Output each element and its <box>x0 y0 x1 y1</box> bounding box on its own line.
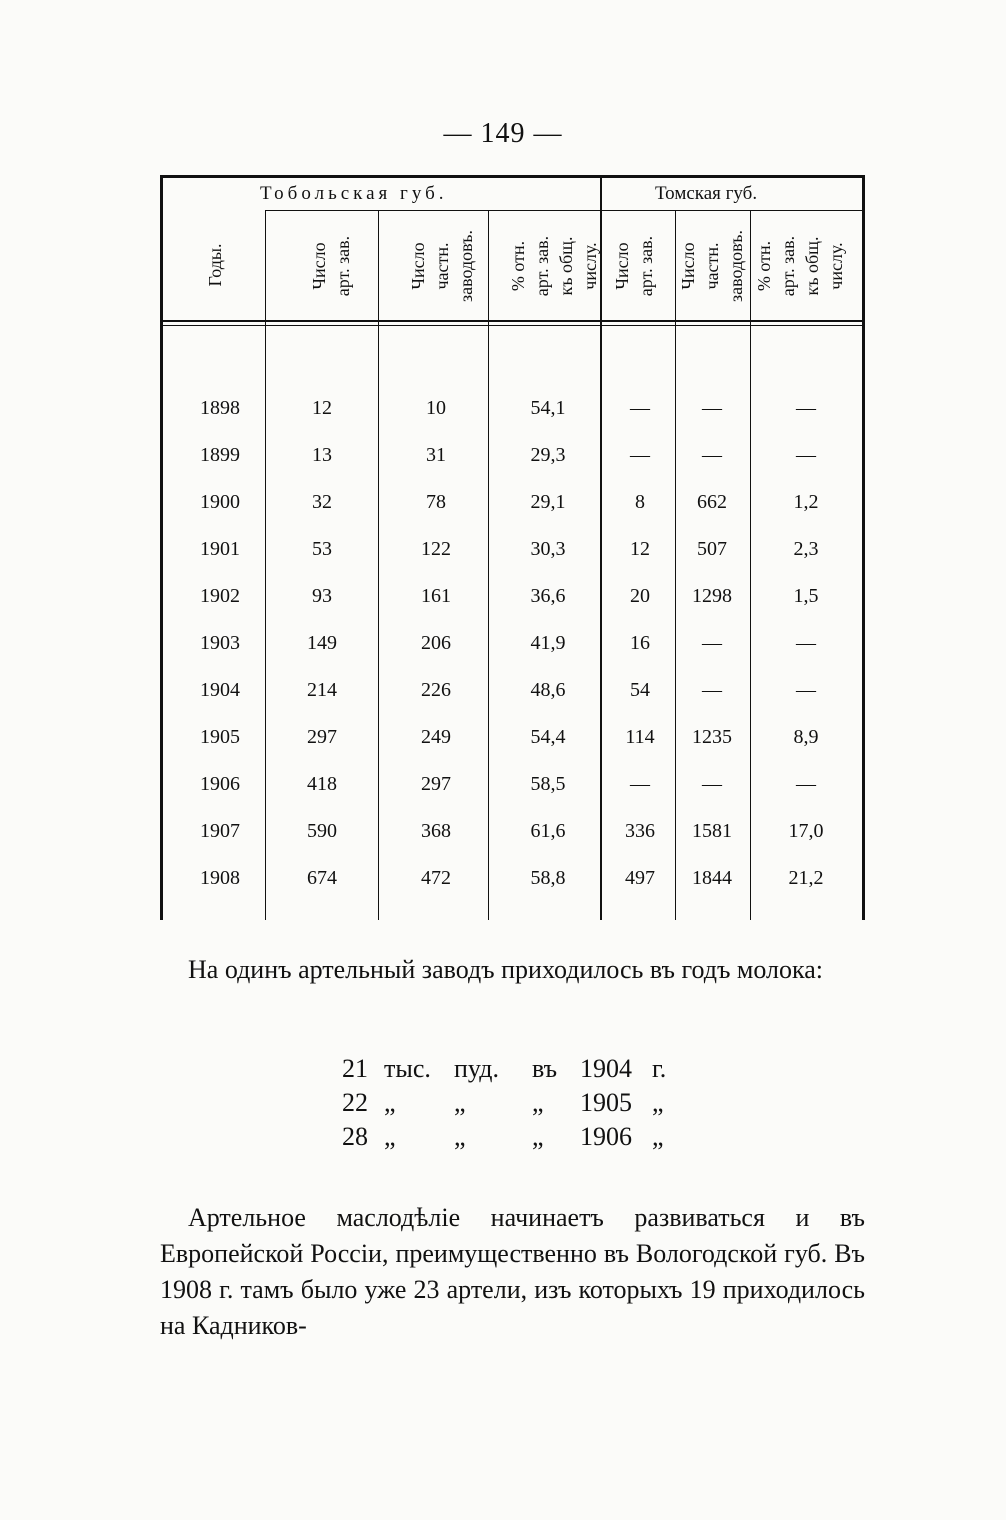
table-cell: 58,8 <box>530 867 566 889</box>
table-cell: 31 <box>426 444 446 466</box>
tom-col3-header: % отн. арт. зав. къ общ. числу. <box>754 235 846 297</box>
table-cell: 1907 <box>200 820 240 842</box>
table-cell: 1900 <box>200 491 240 513</box>
table-cell: 54 <box>630 679 650 701</box>
tob-col2-header: Число частн. заводовъ. <box>408 230 476 302</box>
tobolsk-header: Тобольская губ. <box>260 183 448 204</box>
milk-item: „ <box>532 1088 544 1117</box>
table-cell: 1899 <box>200 444 240 466</box>
statistics-table <box>160 175 865 920</box>
milk-item: „ <box>454 1122 466 1151</box>
table-cell: 1844 <box>692 867 732 889</box>
table-cell: 226 <box>421 679 451 701</box>
table-cell: — <box>796 444 816 466</box>
table-cell: 30,3 <box>530 538 566 560</box>
table-cell: 1901 <box>200 538 240 560</box>
table-cell: 36,6 <box>530 585 566 607</box>
table-cell: 10 <box>426 397 446 419</box>
table-cell: 8,9 <box>793 726 819 748</box>
table-cell: 472 <box>421 867 451 889</box>
table-cell: 1906 <box>200 773 240 795</box>
table-cell: 32 <box>312 491 332 513</box>
table-cell: — <box>630 397 650 419</box>
table-cell: — <box>702 397 722 419</box>
milk-item: „ <box>384 1088 396 1117</box>
table-cell: — <box>702 632 722 654</box>
milk-item: „ <box>652 1122 664 1151</box>
table-cell: 78 <box>426 491 446 513</box>
table-cell: 16 <box>630 632 650 654</box>
table-cell: 297 <box>421 773 451 795</box>
tob-col1-header: Число арт. зав. <box>309 235 353 297</box>
milk-item: 28 <box>342 1122 368 1151</box>
table-cell: 61,6 <box>530 820 566 842</box>
table-cell: 1902 <box>200 585 240 607</box>
tomsk-header: Томская губ. <box>655 183 758 204</box>
table-cell: 1,2 <box>793 491 819 513</box>
milk-item: „ <box>652 1088 664 1117</box>
table-cell: 114 <box>625 726 655 748</box>
table-cell: 13 <box>312 444 332 466</box>
table-cell: 674 <box>307 867 337 889</box>
page-number: — 149 — <box>443 118 563 149</box>
milk-item: 1905 <box>580 1088 632 1117</box>
table-cell: 1898 <box>200 397 240 419</box>
table-cell: — <box>630 773 650 795</box>
table-cell: 161 <box>421 585 451 607</box>
table-cell: 1903 <box>200 632 240 654</box>
milk-item: 1906 <box>580 1122 632 1151</box>
table-cell: 93 <box>312 585 332 607</box>
milk-item: въ <box>532 1054 558 1083</box>
table-cell: 368 <box>421 820 451 842</box>
table-cell: 58,5 <box>530 773 566 795</box>
table-cell: 20 <box>630 585 650 607</box>
tom-col1-header: Число арт. зав. <box>612 235 656 297</box>
table-cell: 29,3 <box>530 444 566 466</box>
table-cell: 1235 <box>692 726 732 748</box>
table-cell: 53 <box>312 538 332 560</box>
col-year-header: Годы. <box>205 243 225 287</box>
table-cell: 17,0 <box>788 820 824 842</box>
table-cell: 418 <box>307 773 337 795</box>
table-cell: 507 <box>697 538 727 560</box>
paragraph-artel: Артельное маслодѣліе начинаетъ развиваться и въ Европейской Россіи, преимущественно въ Вологодской губ. Въ 1908 г. тамъ было уже 23 артели, изъ которыхъ 19 приходилось на Кадников- <box>160 1203 865 1340</box>
table-cell: 249 <box>421 726 451 748</box>
tom-col2-header: Число частн. заводовъ. <box>678 230 746 302</box>
table-cell: — <box>796 679 816 701</box>
table-cell: 122 <box>421 538 451 560</box>
table-cell: 12 <box>312 397 332 419</box>
table-cell: — <box>702 679 722 701</box>
table-cell: 336 <box>625 820 655 842</box>
table-cell: 41,9 <box>530 632 566 654</box>
milk-item: г. <box>652 1054 667 1083</box>
table-cell: 297 <box>307 726 337 748</box>
table-cell: — <box>702 444 722 466</box>
paragraph-milk-intro: На одинъ артельный заводъ приходилось въ годъ молока: <box>188 955 823 984</box>
milk-item: „ <box>384 1122 396 1151</box>
table-cell: 206 <box>421 632 451 654</box>
table-cell: 1298 <box>692 585 732 607</box>
table-cell: — <box>796 397 816 419</box>
table-cell: 8 <box>635 491 645 513</box>
table-cell: 12 <box>630 538 650 560</box>
table-cell: 21,2 <box>788 867 824 889</box>
table-cell: 590 <box>307 820 337 842</box>
table-cell: 1908 <box>200 867 240 889</box>
table-cell: — <box>630 444 650 466</box>
table-cell: — <box>796 773 816 795</box>
table-cell: 662 <box>697 491 727 513</box>
table-cell: 214 <box>307 679 337 701</box>
table-cell: 2,3 <box>793 538 819 560</box>
table-cell: 1904 <box>200 679 240 701</box>
table-cell: — <box>702 773 722 795</box>
table-cell: 497 <box>625 867 655 889</box>
table-cell: 1581 <box>692 820 732 842</box>
table-cell: 48,6 <box>530 679 566 701</box>
table-cell: — <box>796 632 816 654</box>
milk-item: „ <box>532 1122 544 1151</box>
table-cell: 149 <box>307 632 337 654</box>
milk-item: 22 <box>342 1088 368 1117</box>
milk-item: 21 <box>342 1054 368 1083</box>
table-cell: 54,1 <box>530 397 566 419</box>
milk-item: 1904 <box>580 1054 632 1083</box>
milk-item: „ <box>454 1088 466 1117</box>
table-cell: 54,4 <box>530 726 566 748</box>
table-cell: 29,1 <box>530 491 566 513</box>
milk-item: тыс. <box>384 1054 431 1083</box>
table-cell: 1905 <box>200 726 240 748</box>
table-cell: 1,5 <box>793 585 819 607</box>
milk-item: пуд. <box>454 1054 500 1083</box>
tob-col3-header: % отн. арт. зав. къ общ. числу. <box>508 235 600 297</box>
